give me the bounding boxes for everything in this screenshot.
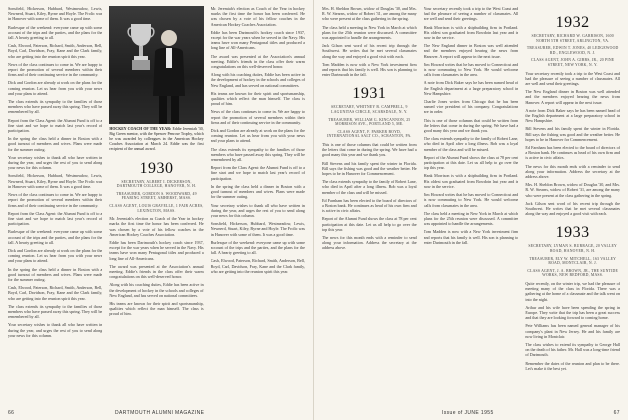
paragraph: Dick and Gordon are already at work on the plans for the coming reunion. Let us hear from you with your news and your plans to attend. xyxy=(210,128,305,144)
paragraph: Sonsfield, Hickerson, Hubbard, Westmeadow, Lewis, Newnerd, Stuart, Kiley, Byrne and Hoyle. The Frolic was in Hanover with some of them. It was a good time. xyxy=(210,221,305,237)
paragraph: Ed Farnham has been elected to the board of directors of a Boston bank. He continues as head of his own firm and is active in civic affairs. xyxy=(322,197,417,214)
paragraph: Ed Farnham has been elected to the board of directors of a Boston bank. He continues as head of his own firm and is active in civic affairs. xyxy=(525,145,621,161)
class-year-1932: 1932 xyxy=(555,14,590,31)
class-secretary: SECRETARY, ALBERT I. DICKERSON, DARTMOUTH COLLEGE, HANOVER, N. H. xyxy=(116,179,197,189)
paragraph: Eddie has been Dartmouth's hockey coach since 1937, except for the war years when he served in the Navy. His teams have won many Pentagonal titles and produced a long line of All-Americans. xyxy=(210,29,305,51)
paragraph: The class wishes to extend its sympathy to George Hall on the death of his father. Mr. Hall was a long-time friend of Dartmouth. xyxy=(525,342,621,358)
caption-text: Eddie Jeremiah '30, Big Green mentor, with the Spencer Penrose Trophy, which he was awarded by colleagues in the American Hockey Coaches Association at March 24. Eddie was the first recipient of the annual award. xyxy=(109,127,204,151)
class-year-1931: 1931 xyxy=(352,85,387,103)
paragraph: Remember the dates of the reunion and plan to be there. Let's make it the best yet. xyxy=(525,360,621,371)
class-agent: CLASS AGENT, F. PARKER BOYD, INTERNATIONAL SALT CO., SCRANTON, PA. xyxy=(327,129,412,139)
magazine-name: DARTMOUTH ALUMNI MAGAZINE xyxy=(115,410,205,416)
paragraph: News of the class continues to come in. We are happy to report the promotion of several members within their firms and of their continuing service in the community. xyxy=(8,61,103,78)
left-column-2 xyxy=(109,6,203,402)
right-page-footer xyxy=(322,410,620,416)
paragraph: The award was presented at the Association's annual meeting. Eddie's friends in the class offer their warm congratulations on this well-deserved honor. xyxy=(210,53,305,70)
paragraph: Burlesque of the weekend: everyone came up with some account of the trips and the parties, and the plans for the fall. A hearty greeting to all. xyxy=(8,24,103,41)
paragraph: Tom Madden is now with a New York investment firm and reports that his family is well. His son is planning to enter Dartmouth in the fall. xyxy=(423,229,519,245)
paragraph: The award was presented at the Association's annual meeting. Eddie's friends in the class offer their warm congratulations on this well-deserved honor. xyxy=(109,263,204,280)
paragraph: The class held a meeting in New York in March at which plans for the 25th reunion were discussed. A committee was appointed to handle the arrangements. xyxy=(423,210,519,227)
paragraph: Sonsfield, Hickerson, Hubbard, Westmeadow, Lewis, Newnerd, Stuart, Kiley, Byrne and Hoyle. The Frolic was in Hanover with some of them. It was a good time. xyxy=(8,173,103,189)
paragraph: Your secretary recently took a trip to the West Coast and had the pleasure of seeing a number of classmates. All are well and send their greetings. xyxy=(423,6,519,22)
class-agent: CLASS AGENT, J. A. BROWN, JR., THE SUNTIDE WORKS, NEW BEDFORD, MASS. xyxy=(527,268,618,278)
class-treasurer: TREASURER, ELY W. MITCHELL, 163 VALLEY ROAD, MONTCLAIR, N. J. xyxy=(529,256,617,266)
class-treasurer: TREASURER, EDWIN T. JONES, 40 LEDGEWOOD RD., ENGLEWOOD, N. J. xyxy=(526,46,619,55)
paragraph: Your secretary recently took a trip to the West Coast and had the pleasure of seeing a number of classmates. All are well and send their greetings. xyxy=(525,70,621,86)
paragraph: Bill Stevens and his family spent the winter in Florida. Bill says the fishing was good and the weather better. He hopes to be in Hanover for Commencement. xyxy=(525,126,621,142)
paragraph: A note from Dick Baker says he has been named head of the English department at a large preparatory school in New Hampshire. xyxy=(525,107,621,124)
class-treasurer: TREASURER, WILLIAM G. KINCANNON, 25 MORRISON AVE., PORTLAND 5, ME. xyxy=(328,117,411,127)
paragraph: Jim Howard writes that he has moved to Connecticut and is now commuting to New York. He would welcome calls from classmates in the area. xyxy=(423,61,519,78)
paragraph: Bill Stevens and his family spent the winter in Florida. Bill says the fishing was good and the weather better. He hopes to be in Hanover for Commencement. xyxy=(322,160,417,177)
paragraph: Report from the Class Agent: the Alumni Fund is off to a fine start and we hope to match last year's record of participation. xyxy=(8,117,103,134)
paragraph: Along with his coaching duties, Eddie has been active in the development of hockey in the schools and colleges of New England, and has served on national committees. xyxy=(210,72,305,88)
paragraph: Charlie Jones writes from Chicago that he has been named vice president of his company. Congratulations are in order. xyxy=(423,99,519,115)
paragraph: Your secretary wishes to thank all who have written in during the year, and urges the rest of you to send along your news for this column. xyxy=(8,154,103,171)
paragraph: A note from Dick Baker says he has been named head of the English department at a large preparatory school in New Hampshire. xyxy=(423,80,519,96)
class-year-1930: 1930 xyxy=(139,159,174,177)
paragraph: The news for this month ends with a reminder to send along your information. Address the secretary at the address above. xyxy=(525,163,621,180)
paragraph: Tom Madden is now with a New York investment firm and reports that his family is well. His son is planning to enter Dartmouth in the fall. xyxy=(322,61,417,78)
paragraph: Mrs. H. Sheldon Brown, widow of Douglas '30, and Mrs. R. W. Stearns, widow of Robert '31, are among the many who were present at the class gathering in the spring. xyxy=(322,6,417,22)
coach-photo xyxy=(109,6,203,124)
paragraph: Dick and Gordon are already at work on the plans for the coming reunion. Let us hear from you with your news and your plans to attend. xyxy=(8,247,103,264)
paragraph: The class extends its sympathy to the families of those members who have passed away this spring. They will be remembered by all. xyxy=(210,146,305,163)
class-secretary: SECRETARY, WHITNEY B. CAMPBELL, 9 LAGUNITAS CIRCLE, SCARSDALE, N. Y. xyxy=(331,105,408,115)
paragraph: The class extends its sympathy to the families of those members who have passed away this spring. They will be remembered by all. xyxy=(8,303,103,320)
paragraph: Report from the Class Agent: the Alumni Fund is off to a fine start and we hope to match last year's record of participation. xyxy=(210,165,305,181)
paragraph: Hank Morrison is with a shipbuilding firm in Portland. His oldest son graduated from Bowdoin last year and is now in the service. xyxy=(423,173,519,189)
class-secretary: SECRETARY, LYMAN S. BURRAGE, 20 VALLEY ROAD, HANOVER, N. H. xyxy=(528,244,617,254)
paragraph: Report of the Alumni Fund shows the class at 78 per cent participation at this date. Let us all help to go over the top this year. xyxy=(322,216,417,232)
paragraph: The class held a meeting in New York in March at which plans for the 25th reunion were discussed. A committee was appointed to handle the arrangements. xyxy=(322,24,417,41)
paragraph: The news for this month ends with a reminder to send along your information. Address the secretary at the address above. xyxy=(322,235,417,251)
left-page-footer xyxy=(8,410,305,416)
paragraph: His teams are known for their spirit and sportsmanship, qualities which reflect the man himself. The class is proud of him. xyxy=(109,300,204,317)
paragraph: Pete Williams has been named general manager of his company's plant in New Jersey. He and his family are now living in Montclair. xyxy=(525,323,621,339)
paragraph: Quite recently, on the winter trip, we had the pleasure of meeting many of the class in Florida. There was a gathering at the home of a classmate and the talk went on into the night. xyxy=(525,281,621,302)
paragraph: News of the class continues to come in. We are happy to report the promotion of several members within their firms and of their continuing service in the community. xyxy=(8,192,103,208)
class-year-1933: 1933 xyxy=(555,224,590,242)
issue-date: Issue of JUNE 1955 xyxy=(441,410,494,416)
paragraph: Cash, Elwood, Paterson, Richard, Smith, Anderson, Bell, Boyd, Carl, Davidson, Fray, Kane and the Clark family, who are getting into the reunion spirit this year. xyxy=(8,285,103,301)
paragraph: Along with his coaching duties, Eddie has been active in the development of hockey in the schools and colleges of New England, and has served on national committees. xyxy=(109,282,204,298)
photo-caption xyxy=(109,127,203,152)
paragraph: Your secretary wishes to thank all who have written in during the year, and urges the rest of you to send along your news for this column. xyxy=(210,202,305,218)
class-agent: CLASS AGENT, JOHN A. GIBBS, JR., 20 PINE STREET, NEW YORK, N. Y. xyxy=(531,58,615,67)
paragraph: Jack Gilson sent word of his recent trip through the Southwest. He writes that he met several classmates along the way and enjoyed a good visit with each. xyxy=(322,43,417,59)
class-agent: CLASS AGENT, LOUIS GRAVELLE, 1 FAIR ACRES, LEXINGTON, MASS. xyxy=(109,203,204,213)
paragraph: Jack Gilson sent word of his recent trip through the Southwest. He writes that he met several classmates along the way and enjoyed a good visit with each. xyxy=(525,200,621,217)
right-page xyxy=(314,0,628,420)
page-number: 66 xyxy=(8,410,15,416)
paragraph: Report from the Class Agent: the Alumni Fund is off to a fine start and we hope to match last year's record of participation. xyxy=(8,210,103,227)
paragraph: In the spring the class held a dinner in Boston with a good turnout of members and wives. Plans were made for the summer outing. xyxy=(210,183,305,200)
paragraph: Dick and Gordon are already at work on the plans for the coming reunion. Let us hear from you with your news and your plans to attend. xyxy=(8,80,103,96)
class-treasurer: TREASURER, GORDON S. WOODWARD, 49 FEARING STREET, AMHERST, MASS. xyxy=(116,191,197,201)
paragraph: Report of the Alumni Fund shows the class at 78 per cent participation at this date. Let us all help to go over the top this year. xyxy=(423,154,519,171)
page-number: 67 xyxy=(613,410,620,416)
paragraph: In the spring the class held a dinner in Boston with a good turnout of members and wives. Plans were made for the summer outing. xyxy=(8,136,103,152)
paragraph: Sonsfield, Hickerson, Hubbard, Westmeadow, Lewis, Newnerd, Stuart, Kiley, Byrne and Hoyle. The Frolic was in Hanover with some of them. It was a good time. xyxy=(8,6,103,22)
paragraph: Eddie has been Dartmouth's hockey coach since 1937, except for the war years when he served in the Navy. His teams have won many Pentagonal titles and produced a long line of All-Americans. xyxy=(109,239,204,261)
right-column-1 xyxy=(322,6,417,402)
paragraph: Mrs. H. Sheldon Brown, widow of Douglas '30, and Mrs. R. W. Stearns, widow of Robert '31, are among the many who were present at the class gathering in the spring. xyxy=(525,182,621,198)
paragraph: The class extends its sympathy to the families of those members who have passed away this spring. They will be remembered by all. xyxy=(8,99,103,115)
paragraph: Jim Howard writes that he has moved to Connecticut and is now commuting to New York. He would welcome calls from classmates in the area. xyxy=(423,192,519,208)
right-column-2 xyxy=(424,6,519,402)
paragraph: Arthur and his wife have been spending the spring in Europe. They write that the trip has been a great success and that they are looking forward to coming home. xyxy=(525,304,621,321)
paragraph: The New England dinner in Boston was well attended and the members enjoyed hearing the news from Hanover. A report will appear in the next issue. xyxy=(423,43,519,59)
paragraph: Mr. Jeremiah's election as Coach of the Year in hockey marks the first time the honor has been conferred. He was chosen by a vote of his fellow coaches in the American Hockey Coaches Association. xyxy=(109,216,204,237)
paragraph: Cash, Elwood, Paterson, Richard, Smith, Anderson, Bell, Boyd, Carl, Davidson, Fray, Kane and the Clark family, who are getting into the reunion spirit this year. xyxy=(210,258,305,274)
right-column-3 xyxy=(525,6,620,402)
paragraph: Burlesque of the weekend: everyone came up with some account of the trips and the parties, and the plans for the fall. A hearty greeting to all. xyxy=(210,239,305,256)
left-column-3 xyxy=(211,6,305,402)
paragraph: In the spring the class held a dinner in Boston with a good turnout of members and wives. Plans were made for the summer outing. xyxy=(8,266,103,282)
paragraph: This is one of those columns that could be written from the letters that come in during the spring. We have had a good many this year and we thank you. xyxy=(423,117,519,134)
class-secretary: SECRETARY, RICHARD W. GARRISON, 1600 NORTH 5TH STREET, ARLINGTON, VA. xyxy=(531,34,614,43)
paragraph: Mr. Jeremiah's election as Coach of the Year in hockey marks the first time the honor has been conferred. He was chosen by a vote of his fellow coaches in the American Hockey Coaches Association. xyxy=(210,6,305,27)
left-column-1 xyxy=(8,6,102,402)
paragraph: His teams are known for their spirit and sportsmanship, qualities which reflect the man himself. The class is proud of him. xyxy=(210,90,305,107)
paragraph: This is one of those columns that could be written from the letters that come in during the spring. We have had a good many this year and we thank you. xyxy=(322,142,417,158)
caption-head: HOCKEY COACH OF THE YEAR: xyxy=(109,127,172,131)
coach-figure xyxy=(152,26,186,124)
paragraph: The class extends sympathy to the family of Robert Lane, who died in April after a long illness. Bob was a loyal member of the class and will be missed. xyxy=(423,136,519,152)
paragraph: News of the class continues to come in. We are happy to report the promotion of several members within their firms and of their continuing service in the community. xyxy=(210,109,305,125)
paragraph: Your secretary wishes to thank all who have written in during the year, and urges the rest of you to send along your news for this column. xyxy=(8,322,103,338)
paragraph: The class extends sympathy to the family of Robert Lane, who died in April after a long illness. Bob was a loyal member of the class and will be missed. xyxy=(322,179,417,195)
paragraph: Burlesque of the weekend: everyone came up with some account of the trips and the parties, and the plans for the fall. A hearty greeting to all. xyxy=(8,229,103,245)
paragraph: Cash, Elwood, Paterson, Richard, Smith, Anderson, Bell, Boyd, Carl, Davidson, Fray, Kane and the Clark family, who are getting into the reunion spirit this year. xyxy=(8,43,103,59)
paragraph: The New England dinner in Boston was well attended and the members enjoyed hearing the news from Hanover. A report will appear in the next issue. xyxy=(525,89,621,105)
paragraph: Hank Morrison is with a shipbuilding firm in Portland. His oldest son graduated from Bowdoin last year and is now in the service. xyxy=(423,24,519,41)
